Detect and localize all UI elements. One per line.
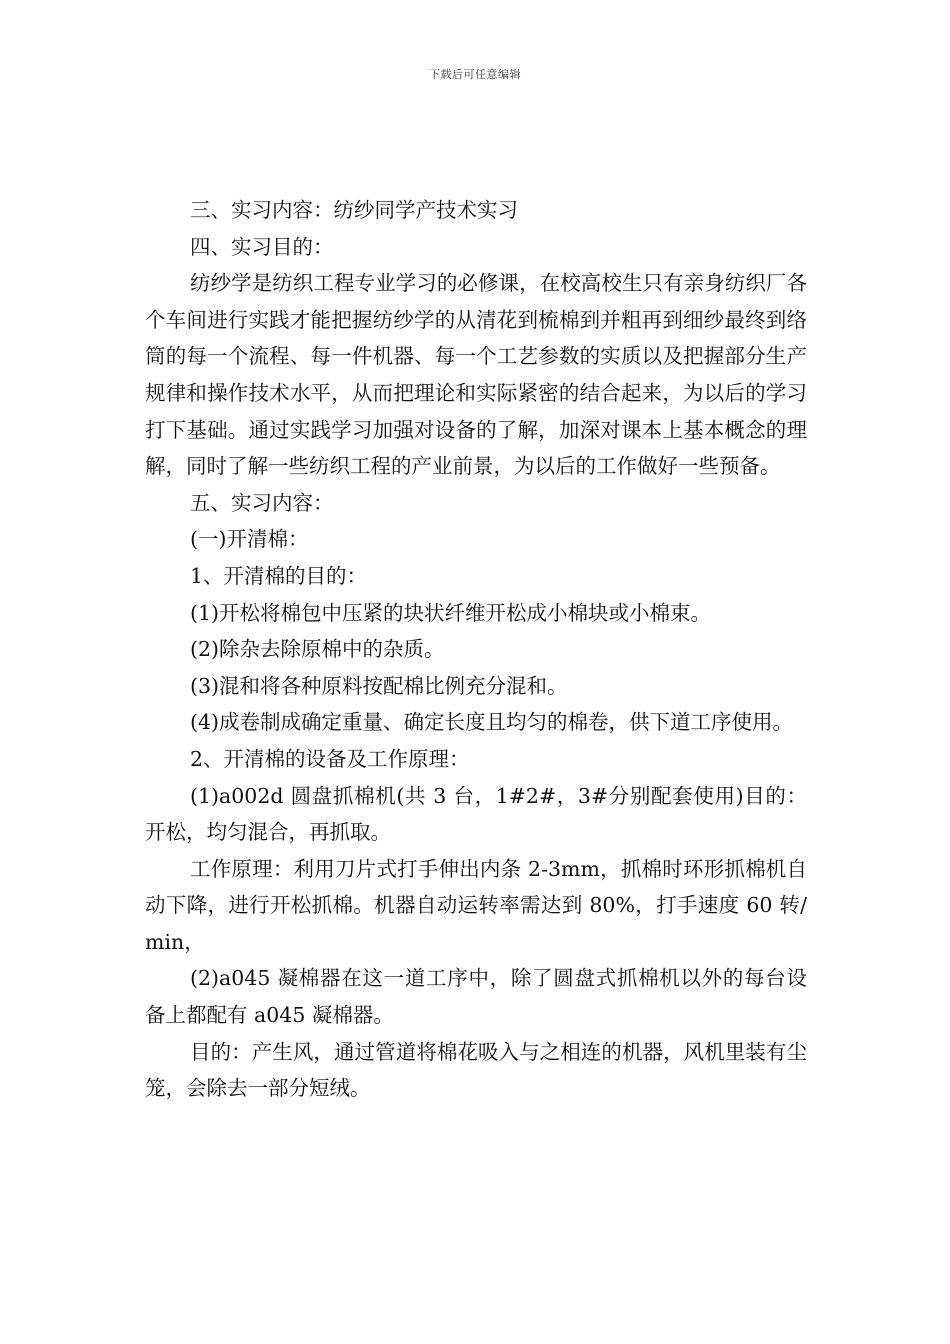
list-item: (2)除杂去除原棉中的杂质。 [190, 637, 445, 662]
subsection-heading: (一)开清棉： [190, 527, 309, 552]
document-body [145, 192, 807, 1107]
page-header: 下载后可任意编辑 [429, 68, 521, 81]
list-item: (2)a045 凝棉器在这一道工序中，除了圆盘式抓棉机以外的每台设备上都配有 a045 凝棉器。 [145, 966, 807, 1028]
paragraph: 工作原理：利用刀片式打手伸出内条 2-3mm，抓棉时环形抓棉机自动下降，进行开松抓棉。机器自动运转率需达到 80%，打手速度 60 转/min， [145, 856, 807, 954]
section-heading: 四、实习目的： [190, 234, 334, 259]
list-item: (1)a002d 圆盘抓棉机(共 3 台，1#2#，3#分别配套使用)目的：开松，均匀混合，再抓取。 [145, 783, 807, 845]
paragraph: 纺纱学是纺织工程专业学习的必修课，在校高校生只有亲身纺织厂各个车间进行实践才能把握纺纱学的从清花到梳棉到并粗再到细纱最终到络筒的每一个流程、每一件机器、每一个工艺参数的实质以及把握部分生产规律和操作技术水平，从而把理论和实际紧密的结合起来，为以后的学习打下基础。通过实践学习加强对设备的了解，加深对课本上基本概念的理解，同时了解一些纺织工程的产业前景，为以后的工作做好一些预备。 [145, 271, 807, 479]
list-item: (1)开松将棉包中压紧的块状纤维开松成小棉块或小棉束。 [190, 600, 712, 625]
section-heading: 三、实习内容：纺纱同学产技术实习 [190, 198, 518, 222]
list-item: (3)混和将各种原料按配棉比例充分混和。 [190, 673, 568, 698]
subsection-heading: 2、开清棉的设备及工作原理： [190, 746, 470, 771]
list-item: (4)成卷制成确定重量、确定长度且均匀的棉卷，供下道工序使用。 [190, 710, 794, 735]
section-heading: 五、实习内容： [190, 490, 334, 515]
paragraph: 目的：产生风，通过管道将棉花吸入与之相连的机器，风机里装有尘笼，会除去一部分短绒。 [145, 1039, 807, 1101]
subsection-heading: 1、开清棉的目的： [190, 563, 368, 588]
